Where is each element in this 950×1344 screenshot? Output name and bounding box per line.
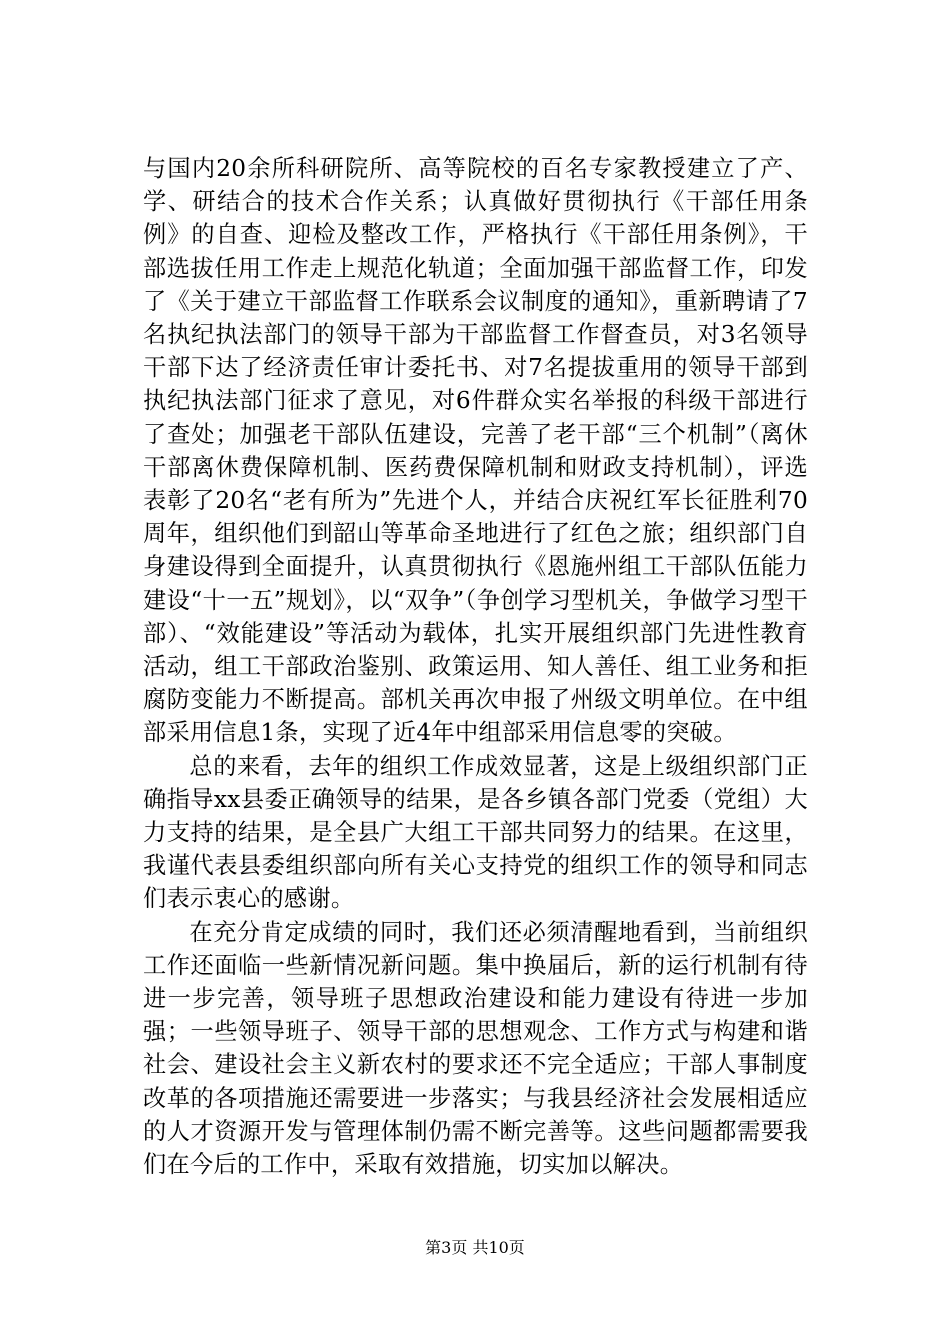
- paragraph-1: 与国内20余所科研院所、高等院校的百名专家教授建立了产、学、研结合的技术合作关系；认真做好贯彻执行《干部任用条例》的自查、迎检及整改工作，严格执行《干部任用条例》，干部选拔任用工作走上规范化轨道；全面加强干部监督工作，印发了《关于建立干部监督工作联系会议制度的通知》，重新聘请了7名执纪执法部门的领导干部为干部监督工作督查员，对3名领导干部下达了经济责任审计委托书、对7名提拔重用的领导干部到执纪执法部门征求了意见，对6件群众实名举报的科级干部进行了查处；加强老干部队伍建设，完善了老干部“三个机制”（离休干部离休费保障机制、医药费保障机制和财政支持机制），评选表彰了20名“老有所为”先进个人，并结合庆祝红军长征胜利70周年，组织他们到韶山等革命圣地进行了红色之旅；组织部门自身建设得到全面提升，认真贯彻执行《恩施州组工干部队伍能力建设“十一五”规划》，以“双争”（争创学习型机关，争做学习型干部）、“效能建设”等活动为载体，扎实开展组织部门先进性教育活动，组工干部政治鉴别、政策运用、知人善任、组工业务和拒腐防变能力不断提高。部机关再次申报了州级文明单位。在中组部采用信息1条，实现了近4年中组部采用信息零的突破。: [143, 155, 808, 747]
- paragraph-2: 总的来看，去年的组织工作成效显著，这是上级组织部门正确指导xx县委正确领导的结果，是各乡镇各部门党委（党组）大力支持的结果，是全县广大组工干部共同努力的结果。在这里，我谨代表县委组织部向所有关心支持党的组织工作的领导和同志们表示衷心的感谢。: [143, 752, 808, 913]
- document-body: [143, 152, 808, 1181]
- paragraph-3: 在充分肯定成绩的同时，我们还必须清醒地看到，当前组织工作还面临一些新情况新问题。集中换届后，新的运行机制有待进一步完善，领导班子思想政治建设和能力建设有待进一步加强；一些领导班子、领导干部的思想观念、工作方式与构建和谐社会、建设社会主义新农村的要求还不完全适应；干部人事制度改革的各项措施还需要进一步落实；与我县经济社会发展相适应的人才资源开发与管理体制仍需不断完善等。这些问题都需要我们在今后的工作中，采取有效措施，切实加以解决。: [143, 918, 808, 1179]
- page-number-footer: 第3页 共10页: [425, 1238, 525, 1257]
